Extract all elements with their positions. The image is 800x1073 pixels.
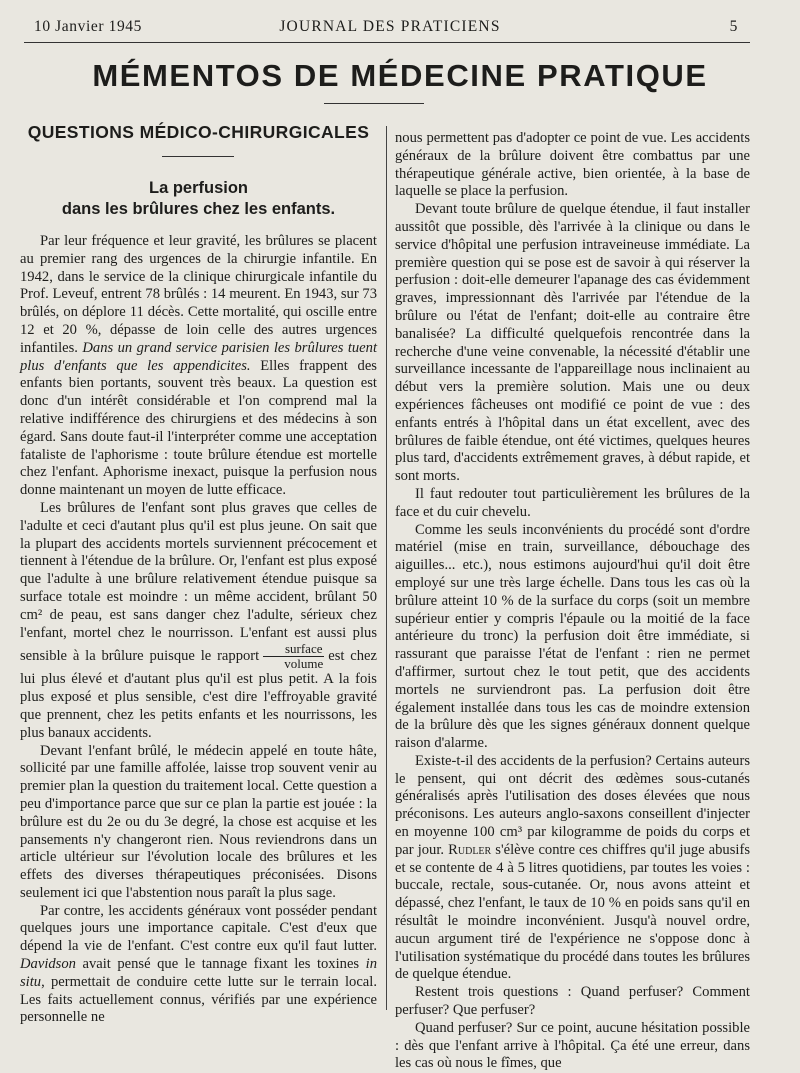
paragraph: Quand perfuser? Sur ce point, aucune hésitation possible : dès que l'enfant arrive à l'hôpital. Ça été une erreur, dans les cas où nous le fîmes, que bbox=[395, 1019, 750, 1072]
right-column bbox=[395, 130, 750, 1073]
paragraph bbox=[395, 753, 750, 984]
article-title-line-1: La perfusion bbox=[148, 179, 248, 197]
text-run: s'élève contre ces chiffres qu'il juge abusifs et se contente de 4 à 5 litres quotidiens, par toutes les voies : buccale, rectale, sous-cutanée. Or, nous avons atteint et dépassé, chez l'enfant, le taux de 10 % en poids sans qu'il en résultât le moindre inconvénient. Jusqu'à nouvel ordre, aucun argument tiré de l'expérience ne s'oppose donc à l'utilisation systématique du procédé dans toutes les brûlures de quelque étendue. bbox=[395, 841, 751, 983]
fraction bbox=[262, 642, 325, 671]
paragraph: Il faut redouter tout particulièrement les brûlures de la face et du cuir chevelu. bbox=[395, 485, 750, 520]
text-run: avait pensé que le tannage fixant les toxines bbox=[82, 956, 360, 973]
column-divider bbox=[386, 126, 387, 1010]
paragraph bbox=[20, 233, 377, 500]
text-run: est chez lui plus élevé et d'autant plus qu'il est plus petit. A la fois plus exposé et plus sensible, c'est dire l'effroyable gravité que prennent, chez les petits enfants et les nourrissons, les plus banaux accidents. bbox=[20, 648, 377, 741]
paragraph: Devant toute brûlure de quelque étendue, il faut installer aussitôt que possible, dès l'arrivée à la clinique ou dans le service d'hôpital une perfusion intraveineuse immédiate. La première question qui se pose est de savoir à qui réserver la perfusion : doit-elle demeurer l'apanage des cas évidemment graves, impressionnant dès l'arrivée par l'étendue de la brûlure ou l'état de l'enfant; doit-elle au contraire être banalisée? La difficulté quelquefois rencontrée dans la recherche d'une veine convenable, la nécessité d'établir une surveillance incessante de l'appareillage nous inclinaient au début vers la première solution. Mais une ou deux expériences fâcheuses ont modifié ce point de vue : des enfants entrés à l'hôpital dans un état excellent, avec des brûlures de faible étendue, ont été victimes, quelques heures plus tard, d'accidents extrêmement graves, à début rapide, et sont morts. bbox=[395, 201, 750, 485]
section-rule bbox=[162, 156, 234, 157]
author-name: Rudler bbox=[448, 841, 492, 858]
title-rule bbox=[324, 103, 424, 104]
left-column bbox=[20, 233, 377, 1027]
fraction-numerator: surface bbox=[263, 642, 325, 657]
paragraph: Devant l'enfant brûlé, le médecin appelé en toute hâte, sollicité par une famille affolée, laisse trop souvent venir au premier plan la question du traitement local. Cette question a peu d'importance parce que sur ce plan la partie est jouée : la brûlure est du 2e ou du 3e degré, la chose est acquise et les pansements n'y changeront rien. Nous reviendrons dans un article ultérieur sur l'évolution locale des brûlures et les effets des diverses thérapeutiques préconisées. Disons seulement ici que l'abstention nous paraît la plus sage. bbox=[20, 742, 377, 901]
paragraph bbox=[20, 500, 377, 743]
header-date: 10 Janvier 1945 bbox=[34, 18, 143, 35]
fraction-denominator: volume bbox=[284, 656, 324, 672]
italic-text: in situ bbox=[20, 956, 377, 990]
section-title: QUESTIONS MÉDICO-CHIRURGICALES bbox=[27, 122, 370, 142]
running-header bbox=[34, 18, 746, 40]
paragraph: Restent trois questions : Quand perfuser? Comment perfuser? Que perfuser? bbox=[395, 984, 750, 1019]
article-title-line-2: dans les brûlures chez les enfants. bbox=[61, 200, 336, 218]
main-title: MÉMENTOS DE MÉDECINE PRATIQUE bbox=[92, 58, 708, 93]
header-rule bbox=[24, 42, 750, 43]
text-run: , permettait de conduire cette lutte sur le terrain local. Les faits actuellement connus, vérifiés par une expérience personnelle ne bbox=[20, 973, 377, 1026]
text-run: Existe-t-il des accidents de la perfusion? Certains auteurs le pensent, qui ont décrit des œdèmes sous-cutanés généralisés après l'utilisation des doses élevées que nous préconisons. Les auteurs anglo-saxons conseillent d'injecter en moyenne 100 cm³ par kilogramme de poids du corps et par jour. bbox=[395, 752, 750, 858]
header-page-number: 5 bbox=[729, 18, 738, 35]
article-title bbox=[20, 178, 377, 220]
text-run: Elles frappent des enfants bien portants, souvent très beaux. La question est donc d'un intérêt considérable et l'on comprend mal la relative indifférence des chirurgiens et des médecins à son égard. Sans doute faut-il l'interpréter comme une acceptation fataliste de l'aphorisme : toute brûlure étendue est mortelle chez l'enfant. Aphorisme inexact, puisque la perfusion nous donne maintenant un moyen de lutte efficace. bbox=[20, 357, 377, 499]
paragraph: Comme les seuls inconvénients du procédé sont d'ordre matériel (mise en train, surveillance, débouchage des aiguilles... etc.), nous estimons aujourd'hui qu'il doit être employé sur une très large échelle. Dans tous les cas où la brûlure atteint 10 % de la surface du corps (soit un membre supérieur entier y compris l'épaule ou la moitié de la face antérieure du tronc) la perfusion doit être immédiate, si rassurant que paraisse l'état de l'enfant : rien ne permet d'affirmer, surtout chez le tout petit, que des accidents mortels ne surviendront pas. La perfusion doit être également installée dans tous les cas de moindre extension de la brûlure dès que les signes généraux donnent quelque raison d'alarme. bbox=[395, 521, 750, 752]
italic-text: Dans un grand service parisien les brûlures tuent plus d'enfants que les appendicites. bbox=[20, 339, 378, 374]
paragraph bbox=[20, 903, 377, 1028]
text-run: Par leur fréquence et leur gravité, les brûlures se placent au premier rang des urgences de la chirurgie infantile. En 1942, dans le service de la clinique chirurgicale infantile du Prof. Leveuf, entrent 78 brûlés : 14 meurent. En 1943, sur 73 brûlés, on déplore 11 décès. Cette mortalité, qui oscille entre 12 et 20 %, dépasse de loin celle des autres urgences infantiles. bbox=[20, 233, 377, 356]
text-run: Par contre, les accidents généraux vont posséder pendant quelques jours une importance capitale. C'est d'eux que dépend la vie de l'enfant. C'est contre eux qu'il faut lutter. bbox=[20, 902, 377, 955]
header-journal-name: JOURNAL DES PRATICIENS bbox=[279, 18, 501, 35]
paragraph: nous permettent pas d'adopter ce point de vue. Les accidents généraux de la brûlure doivent être combattus par une thérapeutique générale active, bien orientée, à la base de laquelle se place la perfusion. bbox=[395, 130, 750, 200]
text-run: Les brûlures de l'enfant sont plus graves que celles de l'adulte et ceci d'autant plus qu'il est plus jeune. On sait que la plupart des accidents mortels surviennent précocement et tiennent à l'étendue de la brûlure. Or, l'enfant est plus exposé que l'adulte à une brûlure relativement étendue puisque sa surface totale est moindre : un même accident, brûlant 50 cm² de peau, est sans danger chez l'adulte, sérieux chez l'enfant, mortel chez le nourrisson. L'enfant est aussi plus sensible à la brûlure puisque le rapport bbox=[20, 499, 377, 665]
italic-text: Davidson bbox=[20, 956, 76, 973]
